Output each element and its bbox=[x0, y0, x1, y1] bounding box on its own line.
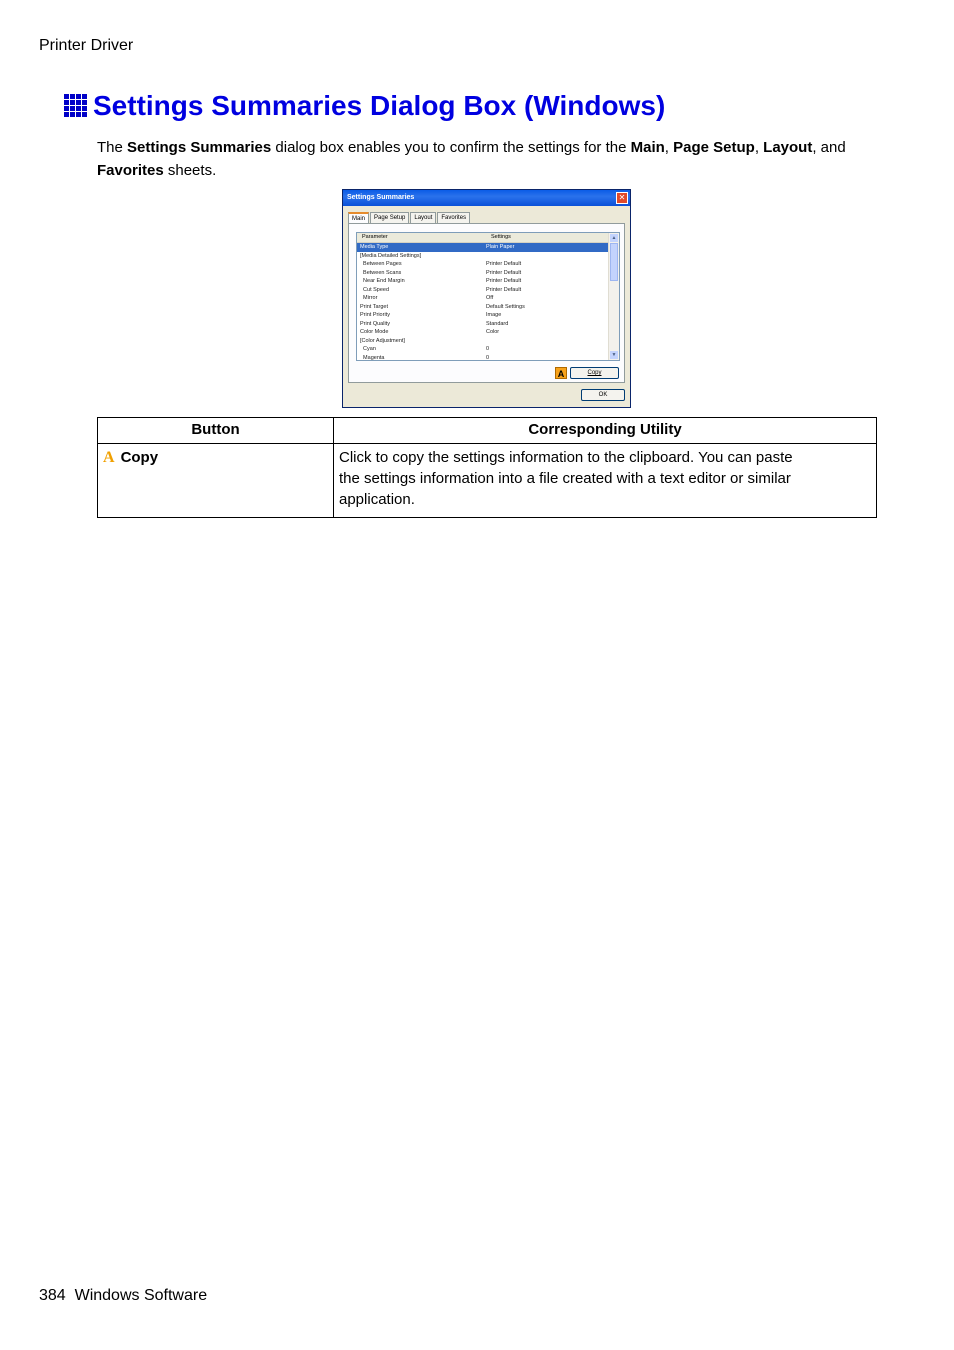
page-footer bbox=[39, 1287, 207, 1305]
tab-page-setup[interactable]: Page Setup bbox=[370, 212, 409, 224]
parameter-cell: Print Target bbox=[360, 303, 389, 310]
setting-value-cell bbox=[486, 337, 606, 346]
setting-value-cell: Printer Default bbox=[486, 269, 522, 276]
parameter-cell: Near End Margin bbox=[360, 278, 405, 284]
setting-value-cell: Default Settings bbox=[486, 303, 525, 310]
list-header bbox=[357, 233, 619, 243]
page-number: 384 bbox=[39, 1287, 66, 1304]
title-row bbox=[64, 88, 665, 124]
header-corresponding-utility: Corresponding Utility bbox=[334, 418, 877, 444]
button-reference-table bbox=[97, 417, 877, 518]
list-item[interactable] bbox=[357, 328, 619, 337]
description-line: application. bbox=[339, 491, 415, 508]
setting-value-cell: Color bbox=[486, 329, 500, 335]
column-header-settings[interactable]: Settings bbox=[491, 234, 511, 240]
dialog-title-bar bbox=[343, 190, 630, 206]
setting-value-cell: Printer Default bbox=[486, 286, 522, 293]
table-row bbox=[98, 444, 877, 518]
parameter-cell: Cut Speed bbox=[360, 286, 390, 293]
tab-favorites[interactable]: Favorites bbox=[437, 212, 470, 224]
setting-value-cell: Plain Paper bbox=[486, 244, 515, 250]
parameter-cell: Mirror bbox=[360, 295, 378, 301]
grid-bullet-icon bbox=[64, 94, 88, 118]
list-item[interactable] bbox=[357, 294, 619, 303]
list-item[interactable] bbox=[357, 337, 619, 346]
copy-button[interactable]: Copy bbox=[570, 367, 619, 379]
setting-value-cell: Off bbox=[486, 295, 494, 301]
list-item[interactable] bbox=[357, 269, 619, 278]
setting-value-cell bbox=[486, 252, 606, 261]
parameter-cell: Between Pages bbox=[360, 261, 402, 267]
setting-value-cell: Printer Default bbox=[486, 278, 522, 284]
settings-summaries-dialog bbox=[342, 189, 631, 408]
tab-main[interactable]: Main bbox=[348, 212, 369, 226]
list-item[interactable] bbox=[357, 243, 619, 252]
parameter-cell: [Color Adjustment] bbox=[360, 337, 405, 344]
parameter-cell: Magenta bbox=[360, 354, 385, 361]
tab-layout[interactable]: Layout bbox=[410, 212, 436, 224]
column-header-parameter[interactable]: Parameter bbox=[362, 234, 388, 240]
cell-description bbox=[334, 444, 877, 518]
close-icon[interactable]: ✕ bbox=[616, 192, 628, 204]
list-item[interactable] bbox=[357, 277, 619, 286]
list-item[interactable] bbox=[357, 260, 619, 269]
scroll-thumb[interactable] bbox=[610, 243, 618, 281]
ok-button[interactable]: OK bbox=[581, 389, 625, 401]
running-header: Printer Driver bbox=[39, 37, 134, 54]
list-item[interactable] bbox=[357, 252, 619, 261]
parameter-cell: Print Priority bbox=[360, 312, 390, 318]
description-line: the settings information into a file created with a text editor or similar bbox=[339, 470, 791, 487]
parameter-cell: Between Scans bbox=[360, 269, 402, 276]
table-header-row bbox=[98, 418, 877, 444]
description-line: Click to copy the settings information to the clipboard. You can paste bbox=[339, 449, 793, 466]
list-item[interactable] bbox=[357, 345, 619, 354]
setting-value-cell: Image bbox=[486, 312, 502, 318]
callout-marker-a: A bbox=[555, 367, 567, 379]
setting-value-cell: 0 bbox=[486, 354, 490, 361]
marker-a-label: A bbox=[103, 449, 115, 466]
list-item[interactable] bbox=[357, 311, 619, 320]
list-item[interactable] bbox=[357, 286, 619, 295]
button-name: Copy bbox=[120, 449, 159, 466]
parameter-cell: Color Mode bbox=[360, 329, 389, 335]
header-button: Button bbox=[98, 418, 334, 444]
setting-value-cell: Standard bbox=[486, 320, 509, 327]
setting-value-cell: 0 bbox=[486, 346, 490, 352]
footer-section: Windows Software bbox=[74, 1287, 208, 1304]
setting-value-cell: Printer Default bbox=[486, 261, 522, 267]
parameter-cell: Media Type bbox=[360, 244, 389, 250]
tab-panel-main bbox=[348, 223, 625, 383]
parameter-cell: Cyan bbox=[360, 346, 376, 352]
list-rows bbox=[357, 243, 619, 361]
settings-list[interactable] bbox=[356, 232, 620, 361]
scroll-down-icon[interactable]: ▼ bbox=[611, 352, 617, 358]
parameter-cell: Print Quality bbox=[360, 320, 390, 327]
list-item[interactable] bbox=[357, 320, 619, 329]
list-item[interactable] bbox=[357, 354, 619, 362]
parameter-cell: [Media Detailed Settings] bbox=[360, 252, 422, 259]
scroll-up-icon[interactable]: ▲ bbox=[611, 235, 617, 241]
dialog-title: Settings Summaries bbox=[347, 194, 415, 201]
list-item[interactable] bbox=[357, 303, 619, 312]
cell-button-name bbox=[98, 444, 334, 518]
page-title: Settings Summaries Dialog Box (Windows) bbox=[93, 90, 666, 121]
vertical-scrollbar[interactable] bbox=[608, 233, 619, 360]
intro-paragraph: The Settings Summaries dialog box enables you to confirm the settings for the Main, Page Setup, Layout, and Favorites sheets. bbox=[97, 139, 846, 179]
